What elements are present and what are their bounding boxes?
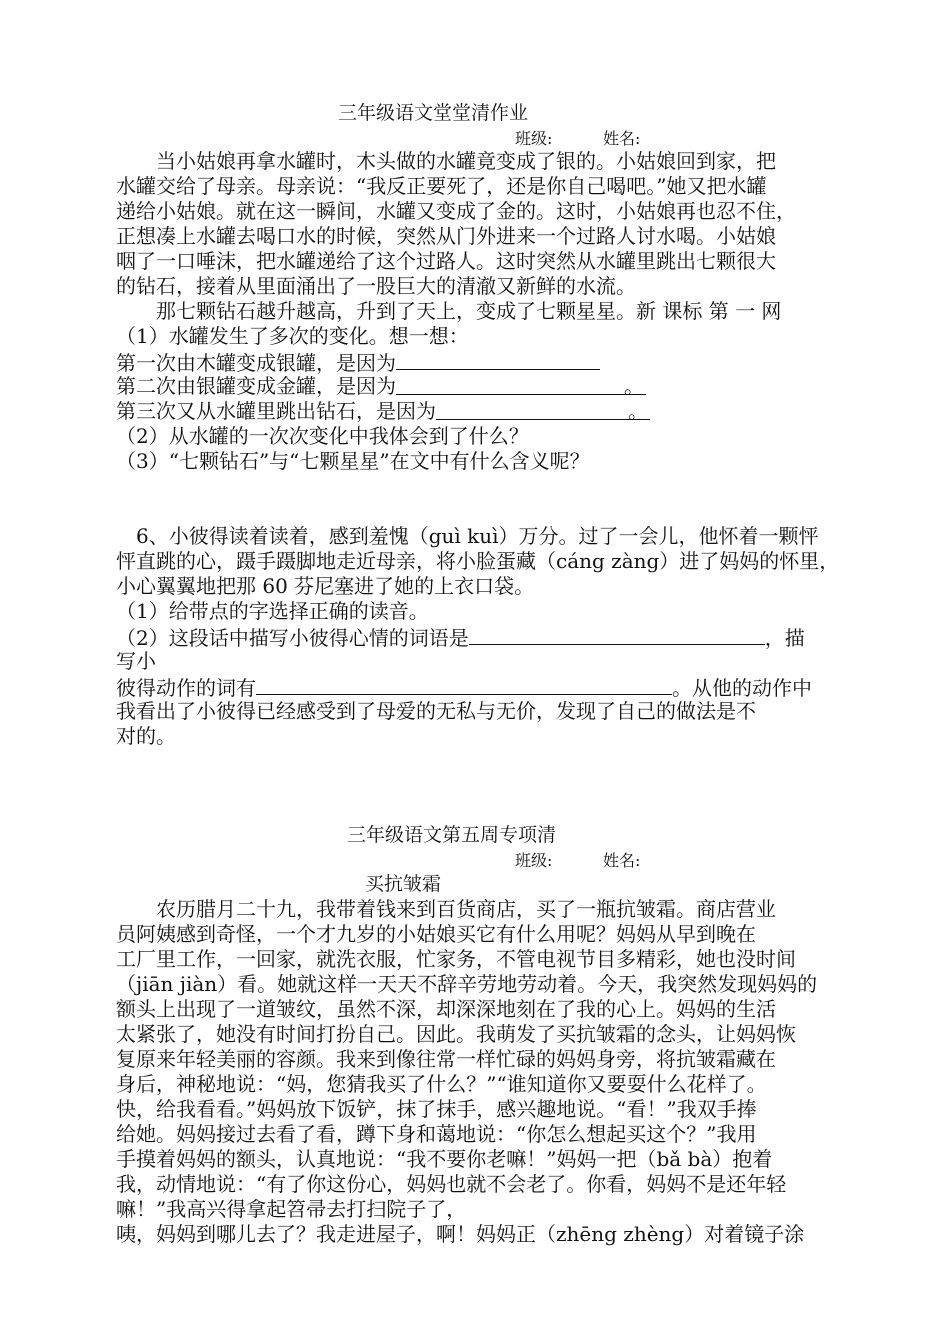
- worksheet-title-2: 三年级语文第五周专项清: [347, 824, 557, 846]
- question-1: （1）水罐发生了多次的变化。想一想：: [116, 324, 469, 348]
- passage-line: 咽了一口唾沫，把水罐递给了这个过路人。这时突然从水罐里跳出七颗很大: [116, 249, 776, 273]
- answer-blank-1c-end: 。: [628, 399, 648, 423]
- passage-line: 额头上出现了一道皱纹，虽然不深，却深深地刻在了我的心上。妈妈的生活: [116, 997, 776, 1021]
- passage-line: 我，动情地说：“有了你这份心，妈妈也就不会老了。你看，妈妈不是还年轻: [116, 1172, 787, 1196]
- answer-blank-1b[interactable]: [396, 374, 646, 398]
- question-1b-text: 第二次由银罐变成金罐，是因为: [116, 374, 396, 398]
- question-1: （1）给带点的字选择正确的读音。: [116, 599, 429, 623]
- passage-line: 手摸着妈妈的额头，认真地说：“我不要你老嘛！”妈妈一把（bǎ bà）抱着: [116, 1147, 773, 1171]
- passage-line: 那七颗钻石越升越高，升到了天上，变成了七颗星星。新 课标 第 一 网: [116, 299, 782, 323]
- answer-blank-1a[interactable]: [396, 349, 600, 370]
- passage-line: 我看出了小彼得已经感受到了母爱的无私与无价，发现了自己的做法是不: [116, 699, 756, 723]
- passage-line: 快，给我看看。”妈妈放下饭铲，抹了抹手，感兴趣地说。“看！”我双手捧: [116, 1097, 757, 1121]
- answer-blank-1c[interactable]: [436, 399, 650, 423]
- question-3: （3）“七颗钻石”与“七颗星星”在文中有什么含义呢？: [116, 449, 590, 473]
- passage-line: 复原来年轻美丽的容颜。我来到像往常一样忙碌的妈妈身旁，将抗皱霜藏在: [116, 1047, 776, 1071]
- passage-line: 递给小姑娘。就在这一瞬间，水罐又变成了金的。这时，小姑娘再也忍不住，: [116, 199, 796, 223]
- passage-line: 当小姑娘再拿水罐时，木头做的水罐竟变成了银的。小姑娘回到家，把: [116, 149, 776, 173]
- question-2-text: （2）这段话中描写小彼得心情的词语是: [116, 626, 469, 650]
- question-1a: [116, 349, 600, 376]
- name-label: 姓名:: [603, 129, 641, 148]
- question-1b: [116, 374, 646, 399]
- question-1a-text: 第一次由木罐变成银罐，是因为: [116, 351, 396, 375]
- question-1c-text: 第三次又从水罐里跳出钻石，是因为: [116, 399, 436, 423]
- name-label: 姓名:: [603, 851, 641, 870]
- answer-blank-action-words[interactable]: [256, 674, 672, 695]
- question-1c: [116, 399, 650, 424]
- passage-line: 身后，神秘地说：“妈，您猜我买了什么？”“谁知道你又要耍什么花样了。: [116, 1072, 767, 1096]
- passage-line: 水罐交给了母亲。母亲说：“我反正要死了，还是你自己喝吧。”她又把水罐: [116, 174, 767, 198]
- passage-line: 正想凑上水罐去喝口水的时候，突然从门外进来一个过路人讨水喝。小姑娘: [116, 224, 776, 248]
- question-2: [116, 624, 805, 651]
- passage-line: 嘛！”我高兴得拿起笤帚去打扫院子了，: [116, 1197, 467, 1221]
- passage-line: 6、小彼得读着读着，感到羞愧（guì kuì）万分。过了一会儿，他怀着一颗怦: [116, 524, 819, 548]
- passage-line: 太紧张了，她没有时间打扮自己。因此。我萌发了买抗皱霜的念头，让妈妈恢: [116, 1022, 796, 1046]
- question-2-line2: [116, 674, 812, 701]
- question-2-line2-end: 。从他的动作中: [672, 676, 812, 700]
- answer-blank-mood-words[interactable]: [469, 624, 765, 645]
- worksheet-title: 三年级语文堂堂清作业: [338, 102, 529, 124]
- passage-line: 咦，妈妈到哪儿去了？我走进屋子，啊！妈妈正（zhēng zhèng）对着镜子涂: [116, 1222, 805, 1246]
- story-title: 买抗皱霜: [365, 873, 442, 895]
- passage-line: 工厂里工作，一回家，就洗衣服，忙家务，不管电视节目多精彩，她也没时间: [116, 947, 796, 971]
- question-2-cont: 写小: [116, 649, 156, 673]
- question-2: （2）从水罐的一次次变化中我体会到了什么？: [116, 424, 529, 448]
- passage-line: 对的。: [116, 724, 176, 748]
- class-label: 班级:: [515, 129, 553, 148]
- passage-line: 怦直跳的心，蹑手蹑脚地走近母亲，将小脸蛋藏（cáng zàng）进了妈妈的怀里，: [116, 549, 840, 573]
- passage-line: 的钻石，接着从里面涌出了一股巨大的清澈又新鲜的水流。: [116, 274, 636, 298]
- passage-line: 农历腊月二十九，我带着钱来到百货商店，买了一瓶抗皱霜。商店营业: [116, 897, 776, 921]
- passage-line: 小心翼翼地把那 60 芬尼塞进了她的上衣口袋。: [116, 574, 535, 598]
- question-2-text-end: ，描: [764, 626, 805, 650]
- class-label: 班级:: [515, 851, 553, 870]
- passage-line: 员阿姨感到奇怪，一个才九岁的小姑娘买它有什么用呢？妈妈从早到晚在: [116, 922, 756, 946]
- question-2-line2-text: 彼得动作的词有: [116, 676, 256, 700]
- passage-line: 给她。妈妈接过去看了看，蹲下身和蔼地说：“你怎么想起买这个？”我用: [116, 1122, 757, 1146]
- passage-line: （jiān jiàn）看。她就这样一天天不辞辛劳地劳动着。今天，我突然发现妈妈的: [116, 972, 818, 996]
- answer-blank-1b-end: 。: [624, 374, 644, 398]
